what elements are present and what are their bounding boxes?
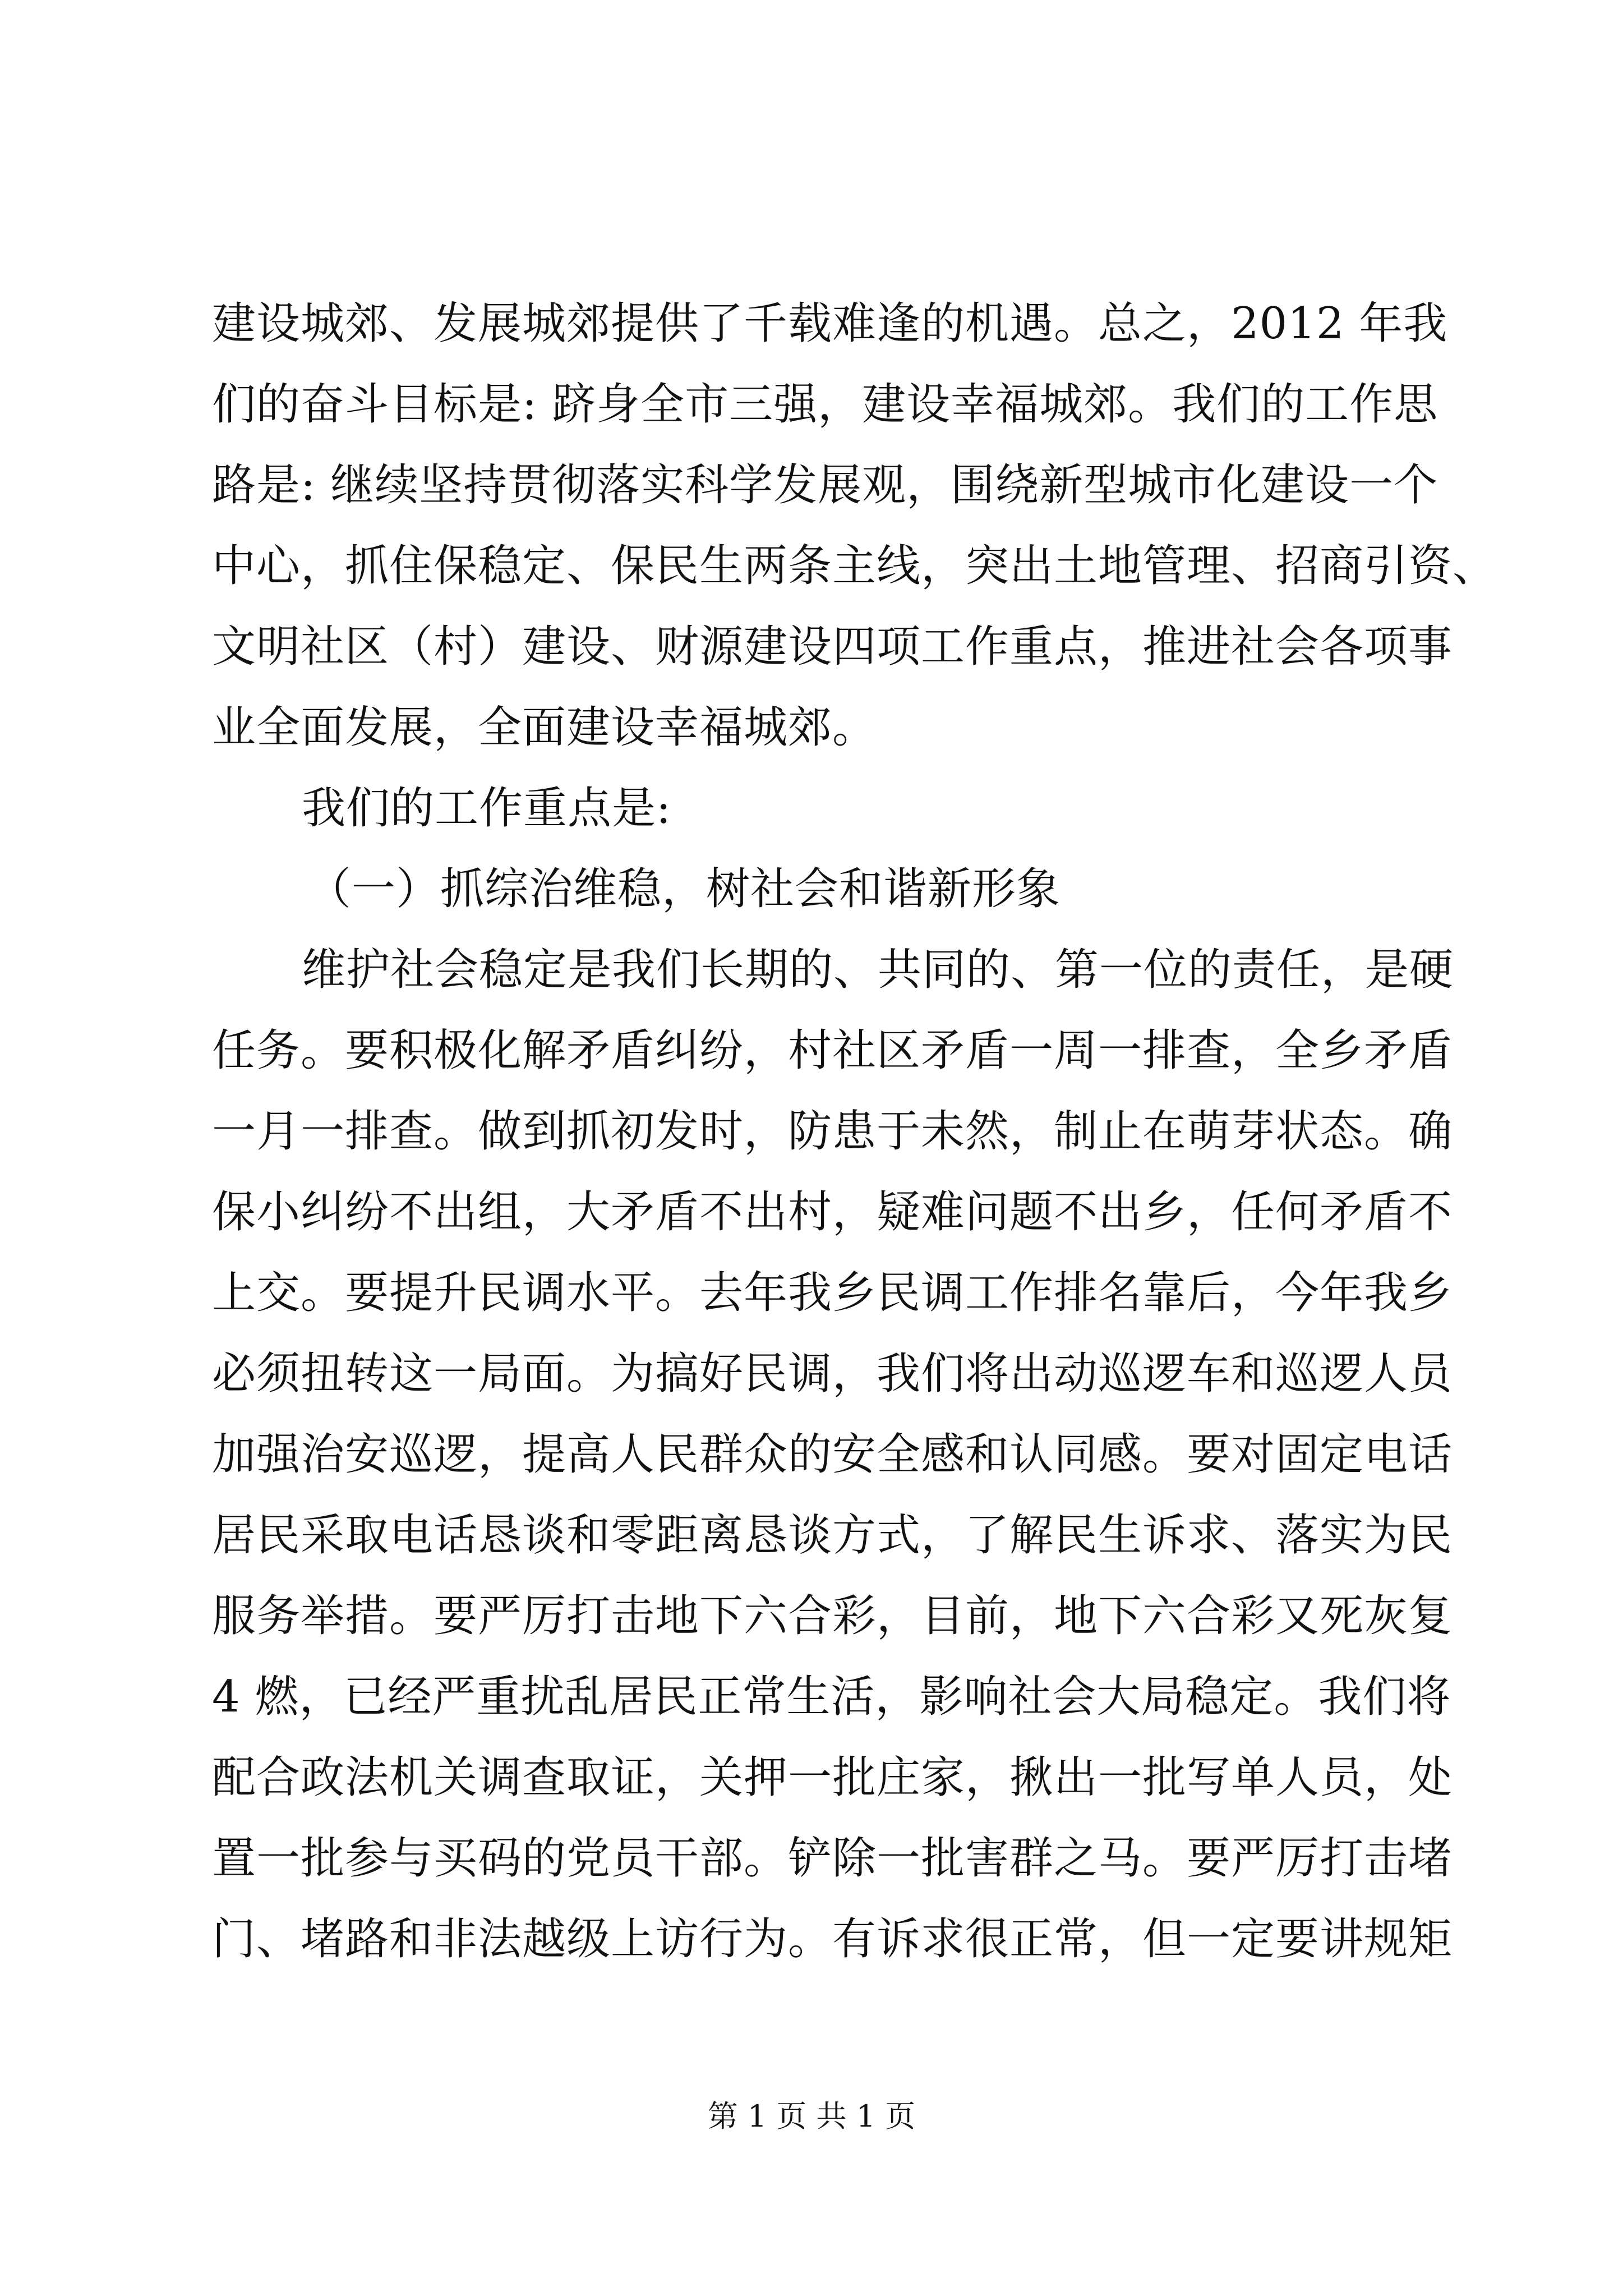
text-line: 门、堵路和非法越级上访行为。有诉求很正常，但一定要讲规矩: [212, 1914, 1453, 1964]
text-line: 一月一排查。做到抓初发时，防患于未然，制止在萌芽状态。确: [212, 1106, 1453, 1157]
text-line: 中心，抓住保稳定、保民生两条主线，突出土地管理、招商引资、: [212, 541, 1497, 591]
text-line: 们的奋斗目标是: 跻身全市三强，建设幸福城郊。我们的工作思: [212, 379, 1438, 430]
text-line: 文明社区（村）建设、财源建设四项工作重点，推进社会各项事: [212, 622, 1453, 672]
text-line: 路是: 继续坚持贯彻落实科学发展观，围绕新型城市化建设一个: [212, 460, 1438, 510]
text-line: 保小纠纷不出组，大矛盾不出村，疑难问题不出乡，任何矛盾不: [212, 1187, 1453, 1237]
text-line: 配合政法机关调查取证，关押一批庄家，揪出一批写单人员，处: [212, 1752, 1453, 1803]
text-line: 建设城郊、发展城郊提供了千载难逢的机遇。总之，2012 年我: [212, 298, 1448, 349]
text-line: 任务。要积极化解矛盾纠纷，村社区矛盾一周一排查，全乡矛盾: [212, 1025, 1453, 1076]
text-line: 我们的工作重点是:: [302, 783, 672, 834]
text-line: 业全面发展，全面建设幸福城郊。: [212, 702, 877, 753]
text-line: 4 燃，已经严重扰乱居民正常生活，影响社会大局稳定。我们将: [212, 1672, 1451, 1722]
text-line: 必须扭转这一局面。为搞好民调，我们将出动巡逻车和巡逻人员: [212, 1349, 1453, 1399]
text-line: 上交。要提升民调水平。去年我乡民调工作排名靠后，今年我乡: [212, 1268, 1453, 1318]
section-heading: （一）抓综治维稳，树社会和谐新形象: [307, 864, 1061, 914]
text-line: 置一批参与买码的党员干部。铲除一批害群之马。要严厉打击堵: [212, 1833, 1453, 1884]
page-number-footer: 第 1 页 共 1 页: [707, 2099, 916, 2134]
text-line: 加强治安巡逻，提高人民群众的安全感和认同感。要对固定电话: [212, 1429, 1453, 1480]
body-text: [212, 283, 1497, 1980]
text-line: 维护社会稳定是我们长期的、共同的、第一位的责任，是硬: [302, 945, 1454, 995]
text-line: 居民采取电话恳谈和零距离恳谈方式，了解民生诉求、落实为民: [212, 1510, 1453, 1561]
text-line: 服务举措。要严厉打击地下六合彩，目前，地下六合彩又死灰复: [212, 1591, 1453, 1641]
